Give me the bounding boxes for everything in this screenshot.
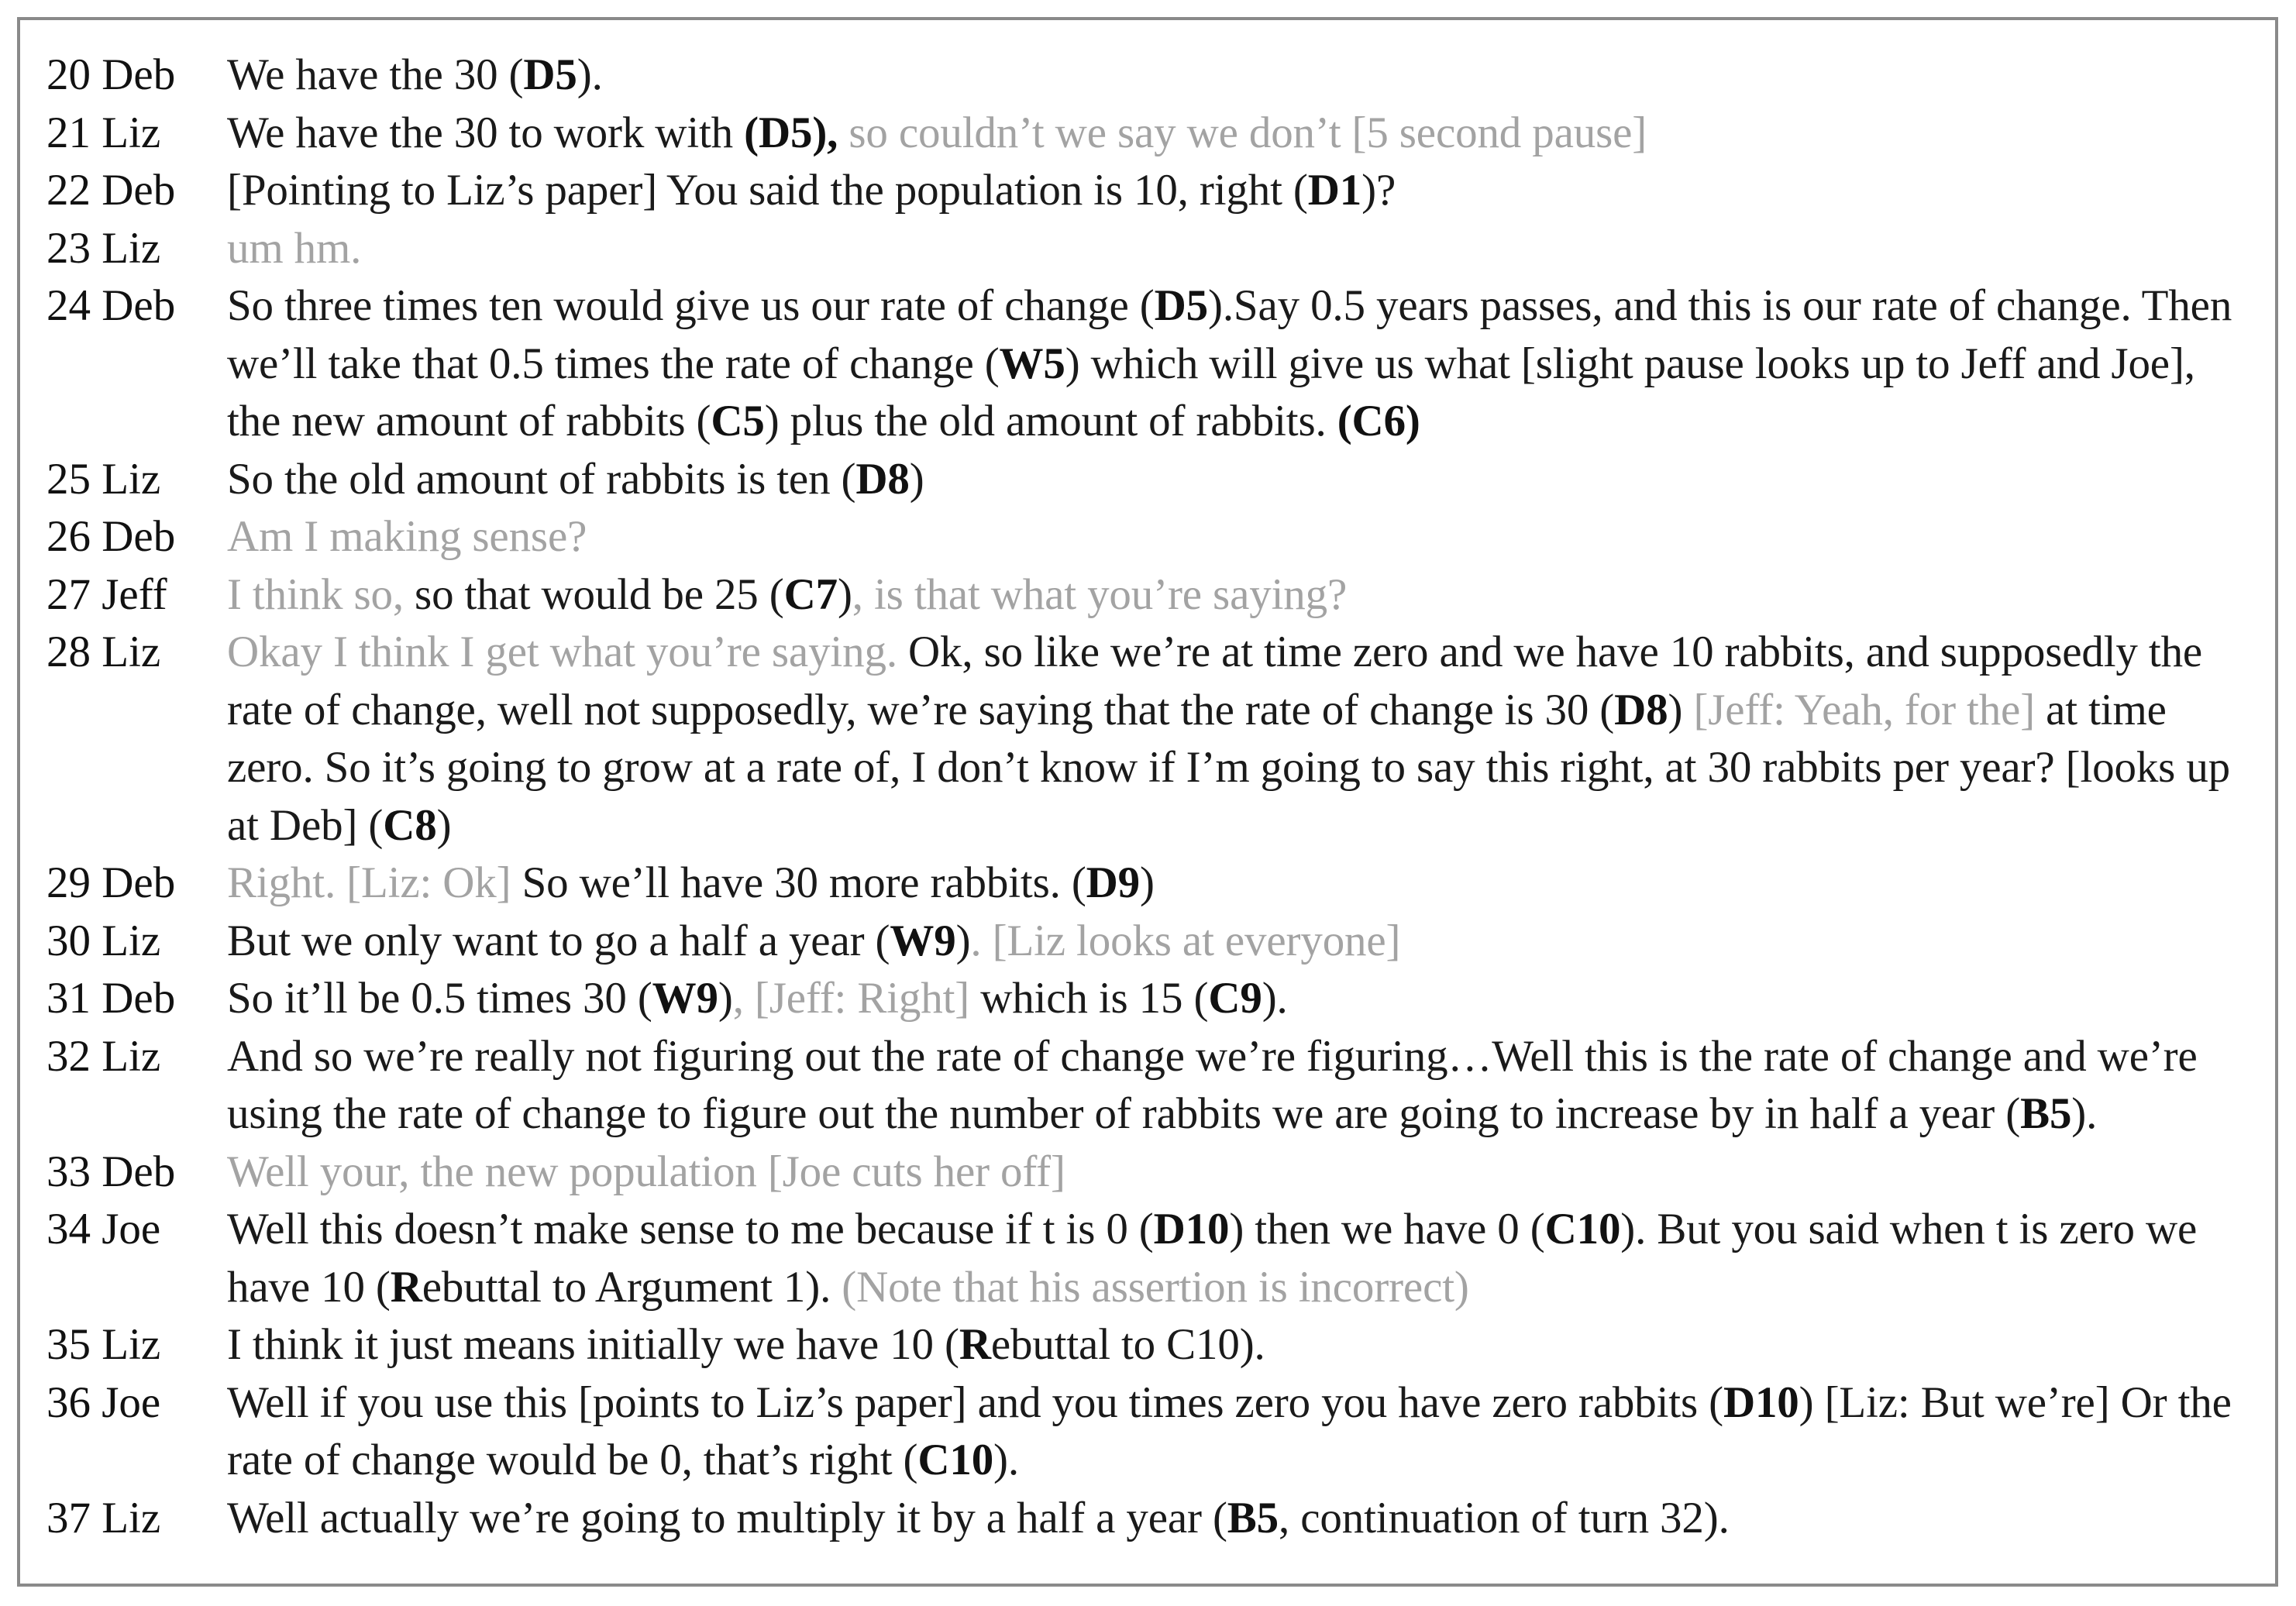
transcript-turn: [46, 508, 2244, 566]
utterance-text: [Pointing to Liz’s paper] You said the population is 10, right (: [227, 166, 1308, 215]
utterance-text: which is 15 (: [969, 974, 1209, 1023]
turn-speaker: 34 Joe: [46, 1205, 161, 1254]
off-task-text: I think so,: [227, 569, 404, 619]
utterance-text: So it’ll be 0.5 times 30 (: [227, 974, 652, 1023]
turn-utterance: [227, 624, 2244, 855]
transcript-turn: [46, 855, 2244, 913]
utterance-text: )?: [1361, 166, 1396, 215]
code-label: D1: [1307, 166, 1362, 215]
code-label: R: [959, 1320, 991, 1369]
utterance-text: Ok, so like we’re at time zero and we have 10 rabbits, and supposedly the rate of change, well not supposedly, we’re saying that the rate of change is 30 (: [227, 628, 2203, 734]
utterance-text: ): [436, 800, 452, 850]
turn-utterance: [227, 1490, 2244, 1548]
utterance-text: ): [1668, 685, 1694, 734]
off-task-text: , is that what you’re saying?: [852, 569, 1348, 619]
utterance-text: ).: [1262, 974, 1288, 1023]
turn-speaker: 24 Deb: [46, 281, 176, 330]
utterance-text: ): [837, 569, 852, 619]
utterance-text: ): [909, 454, 924, 504]
turn-utterance: [227, 46, 2244, 105]
off-task-text: , [Jeff: Right]: [732, 974, 970, 1023]
transcript-frame: [17, 17, 2278, 1587]
utterance-text: ). But you said when t is zero we have 10 (: [227, 1205, 2198, 1312]
transcript-turn: [46, 1028, 2244, 1143]
turn-speaker: 22 Deb: [46, 166, 176, 215]
transcript-turn: [46, 1374, 2244, 1490]
transcript-turn: [46, 46, 2244, 105]
utterance-text: ) which will give us what [slight pause looks up to Jeff and Joe], the new amount of rabbits (: [227, 339, 2195, 445]
utterance-text: ) then we have 0 (: [1229, 1205, 1545, 1254]
code-label: D5: [1154, 281, 1208, 330]
code-label: D5: [523, 50, 577, 99]
turn-utterance: [227, 1143, 2244, 1202]
utterance-text: We have the 30 to work with: [227, 108, 745, 157]
code-label: B5: [1227, 1493, 1279, 1542]
utterance-text: But we only want to go a half a year (: [227, 916, 890, 965]
turn-speaker: 27 Jeff: [46, 569, 167, 619]
code-label: D10: [1723, 1377, 1799, 1427]
turn-utterance: [227, 1374, 2244, 1490]
off-task-text: Right. [Liz: Ok]: [227, 858, 511, 907]
utterance-text: ).: [2071, 1089, 2098, 1138]
off-task-text: Am I making sense?: [227, 512, 587, 561]
turn-utterance: [227, 451, 2244, 509]
utterance-text: And so we’re really not figuring out the rate of change we’re figuring…Well this is the rate of change and we’re using the rate of change to figure out the number of rabbits we are going to increase by in half a year (: [227, 1031, 2198, 1138]
off-task-text: so couldn’t we say we don’t [5 second pause]: [838, 108, 1647, 157]
code-label: C10: [1544, 1205, 1621, 1254]
transcript-turn: [46, 162, 2244, 220]
transcript-turn: [46, 451, 2244, 509]
utterance-text: , continuation of turn 32).: [1279, 1493, 1730, 1542]
utterance-text: at time zero. So it’s going to grow at a rate of, I don’t know if I’m going to say this right, at 30 rabbits per year? [looks up at Deb] (: [227, 685, 2231, 850]
turn-utterance: [227, 105, 2244, 163]
utterance-text: ).: [993, 1436, 1019, 1484]
transcript-turn: [46, 1201, 2244, 1316]
transcript-table: [46, 46, 2244, 1547]
turn-utterance: [227, 1028, 2244, 1143]
code-label: C5: [711, 397, 765, 445]
turn-speaker: 29 Deb: [46, 858, 176, 907]
code-label: (C6): [1337, 397, 1420, 445]
code-label: D10: [1153, 1205, 1230, 1254]
code-label: D9: [1086, 858, 1141, 907]
transcript-turn: [46, 1143, 2244, 1202]
off-task-text: um hm.: [227, 223, 362, 273]
turn-speaker: 36 Joe: [46, 1377, 161, 1427]
transcript-turn: [46, 277, 2244, 451]
turn-utterance: [227, 566, 2244, 624]
utterance-text: ): [718, 974, 733, 1023]
code-label: C10: [917, 1436, 994, 1484]
turn-utterance: [227, 970, 2244, 1028]
code-label: R: [390, 1262, 422, 1312]
turn-speaker: 30 Liz: [46, 916, 161, 965]
transcript-turn: [46, 1490, 2244, 1548]
turn-speaker: 23 Liz: [46, 223, 161, 273]
code-label: W5: [999, 339, 1065, 388]
utterance-text: So we’ll have 30 more rabbits. (: [511, 858, 1086, 907]
utterance-text: We have the 30 (: [227, 50, 524, 99]
code-label: (D5),: [744, 108, 838, 157]
turn-utterance: [227, 1201, 2244, 1316]
code-label: W9: [652, 974, 718, 1023]
turn-speaker: 26 Deb: [46, 512, 176, 561]
turn-speaker: 33 Deb: [46, 1147, 176, 1196]
off-task-text: Well your, the new population [Joe cuts her off]: [227, 1147, 1065, 1196]
off-task-text: . [Liz looks at everyone]: [970, 916, 1401, 965]
utterance-text: ) plus the old amount of rabbits.: [764, 397, 1337, 445]
utterance-text: so that would be 25 (: [403, 569, 784, 619]
utterance-text: ).: [577, 50, 603, 99]
transcript-turn: [46, 970, 2244, 1028]
turn-utterance: [227, 1316, 2244, 1374]
turn-speaker: 37 Liz: [46, 1493, 161, 1542]
turn-utterance: [227, 220, 2244, 278]
utterance-text: I think it just means initially we have 10 (: [227, 1320, 959, 1369]
utterance-text: Well actually we’re going to multiply it by a half a year (: [227, 1493, 1227, 1542]
transcript-turn: [46, 220, 2244, 278]
off-task-text: [Jeff: Yeah, for the]: [1693, 685, 2036, 734]
turn-utterance: [227, 162, 2244, 220]
off-task-text: (Note that his assertion is incorrect): [842, 1262, 1469, 1312]
transcript-turn: [46, 624, 2244, 855]
code-label: D8: [1614, 685, 1668, 734]
utterance-text: Well if you use this [points to Liz’s paper] and you times zero you have zero rabbits (: [227, 1377, 1723, 1427]
utterance-text: So three times ten would give us our rate of change (: [227, 281, 1155, 330]
utterance-text: Well this doesn’t make sense to me because if t is 0 (: [227, 1205, 1154, 1254]
turn-speaker: 32 Liz: [46, 1031, 161, 1081]
transcript-turn: [46, 913, 2244, 971]
turn-speaker: 31 Deb: [46, 974, 176, 1023]
turn-utterance: [227, 913, 2244, 971]
turn-speaker: 21 Liz: [46, 108, 161, 157]
turn-speaker: 20 Deb: [46, 50, 176, 99]
turn-utterance: [227, 508, 2244, 566]
utterance-text: ebuttal to C10).: [990, 1320, 1265, 1369]
utterance-text: ): [1140, 858, 1155, 907]
utterance-text: ) [Liz: But we’re] Or the rate of change would be 0, that’s right (: [227, 1377, 2232, 1484]
code-label: C9: [1208, 974, 1262, 1023]
code-label: B5: [2020, 1089, 2072, 1138]
code-label: C7: [783, 569, 838, 619]
utterance-text: ebuttal to Argument 1).: [422, 1262, 842, 1312]
off-task-text: Okay I think I get what you’re saying.: [227, 628, 897, 676]
turn-speaker: 28 Liz: [46, 628, 161, 676]
code-label: D8: [855, 454, 910, 504]
turn-utterance: [227, 277, 2244, 451]
turn-utterance: [227, 855, 2244, 913]
transcript-turn: [46, 1316, 2244, 1374]
turn-speaker: 25 Liz: [46, 454, 161, 504]
utterance-text: ): [955, 916, 971, 965]
turn-speaker: 35 Liz: [46, 1320, 161, 1369]
utterance-text: ).Say 0.5 years passes, and this is our rate of change. Then we’ll take that 0.5 times the rate of change (: [227, 281, 2232, 388]
utterance-text: So the old amount of rabbits is ten (: [227, 454, 856, 504]
transcript-turn: [46, 105, 2244, 163]
code-label: C8: [383, 800, 437, 850]
code-label: W9: [890, 916, 956, 965]
transcript-turn: [46, 566, 2244, 624]
